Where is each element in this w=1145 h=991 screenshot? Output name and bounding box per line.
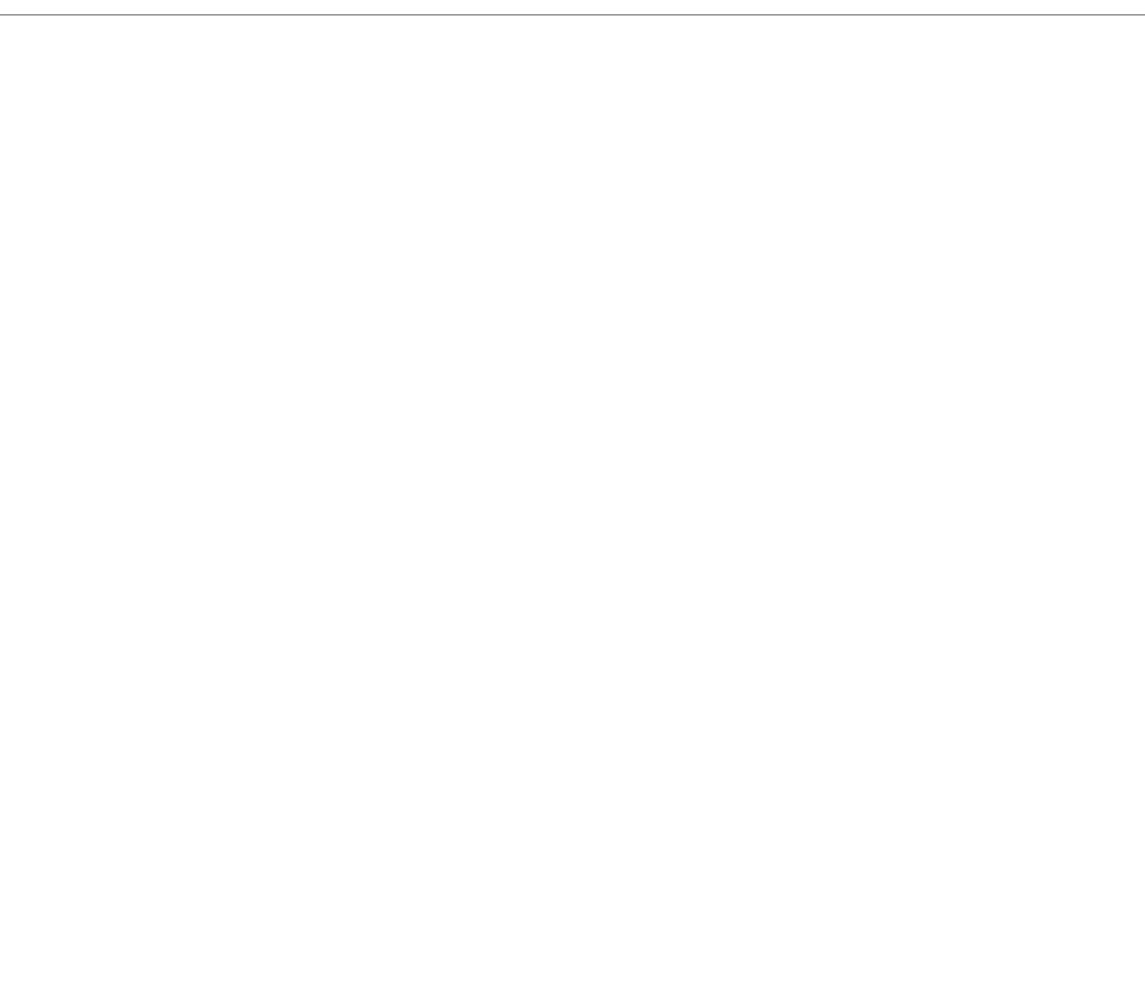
header-method: [0, 0, 229, 15]
table-bottom-rule: [0, 15, 1145, 16]
table-header: [0, 0, 1145, 15]
methods-comparison-table: [0, 0, 1145, 15]
header-advantage: [229, 0, 690, 15]
header-limitation: [690, 0, 1145, 15]
header-row: [0, 0, 1145, 15]
comparison-table-container: [0, 0, 1145, 15]
